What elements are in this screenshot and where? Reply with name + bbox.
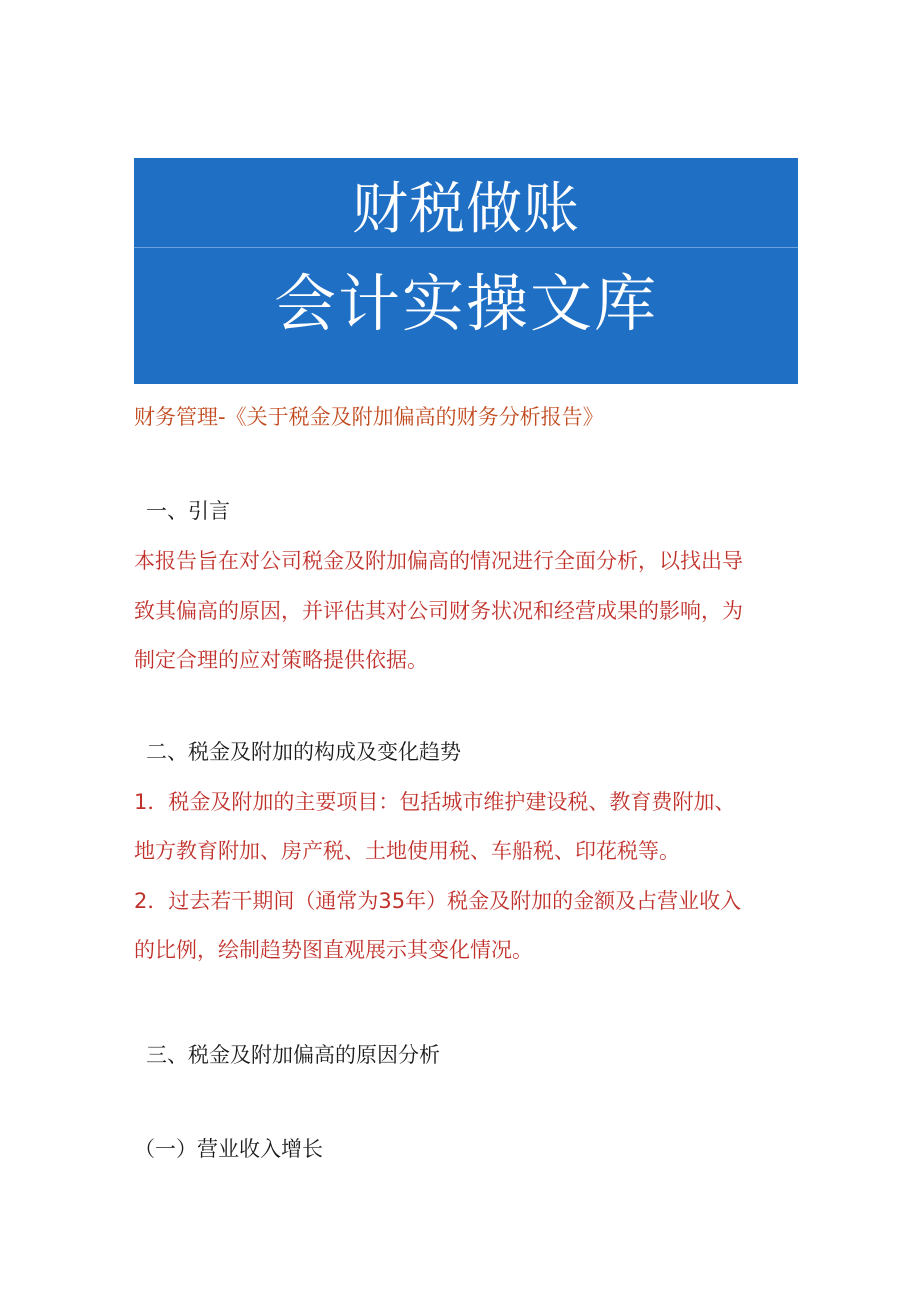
document-subtitle: 财务管理-《关于税金及附加偏高的财务分析报告》: [134, 405, 604, 429]
banner-divider: [134, 247, 798, 248]
intro-paragraph-line-3: 制定合理的应对策略提供依据。: [134, 648, 428, 672]
banner-title-line-2: 会计实操文库: [273, 267, 658, 340]
composition-line-1: 1．税金及附加的主要项目：包括城市维护建设税、教育费附加、: [134, 790, 736, 814]
section-heading-composition: 二、税金及附加的构成及变化趋势: [146, 740, 461, 764]
composition-line-4: 的比例，绘制趋势图直观展示其变化情况。: [134, 938, 533, 962]
intro-paragraph-line-2: 致其偏高的原因，并评估其对公司财务状况和经营成果的影响，为: [134, 599, 743, 623]
subsection-heading-revenue-growth: （一）营业收入增长: [134, 1137, 323, 1161]
composition-line-2: 地方教育附加、房产税、土地使用税、车船税、印花税等。: [134, 839, 680, 863]
title-banner: [134, 158, 798, 384]
composition-line-3: 2．过去若干期间（通常为35年）税金及附加的金额及占营业收入: [134, 889, 742, 913]
intro-paragraph-line-1: 本报告旨在对公司税金及附加偏高的情况进行全面分析，以找出导: [134, 549, 743, 573]
banner-title-line-1: 财税做账: [352, 177, 580, 242]
section-heading-cause-analysis: 三、税金及附加偏高的原因分析: [146, 1043, 440, 1067]
section-heading-introduction: 一、引言: [146, 499, 230, 523]
